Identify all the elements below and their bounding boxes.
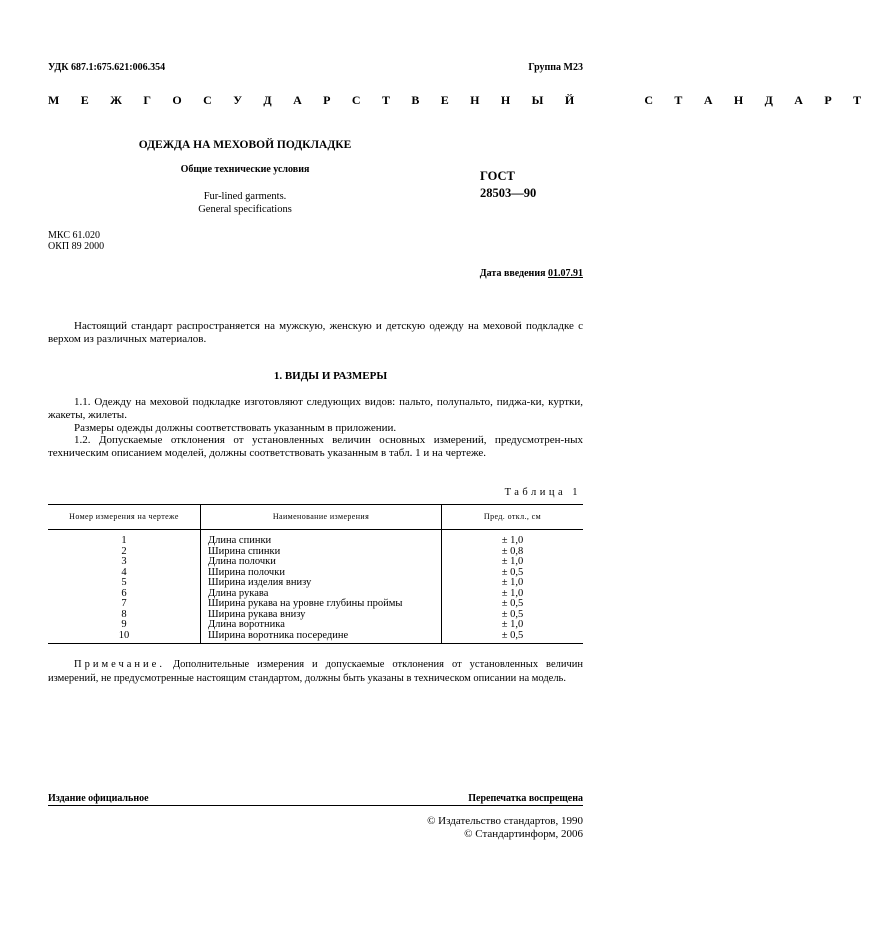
measurement-name-cell: Длина спинки	[201, 530, 442, 547]
table-header-row	[48, 505, 583, 530]
reprint-prohibited: Перепечатка воспрещена	[468, 793, 583, 804]
copyright-block	[427, 815, 583, 840]
measurement-name-cell: Ширина спинки	[201, 547, 442, 558]
table-row	[48, 530, 583, 547]
measurement-name-cell: Длина полочки	[201, 557, 442, 568]
effective-date-value: 01.07.91	[548, 268, 583, 279]
intro-text: Настоящий стандарт распространяется на мужскую, женскую и детскую одежду на меховой подкладке с верхом из различных материалов.	[48, 320, 583, 345]
english-title-line-2: General specifications	[198, 204, 292, 215]
deviation-cell: ± 1,0	[501, 587, 524, 599]
footer-divider	[48, 805, 583, 806]
intro-paragraph	[48, 320, 583, 345]
measurement-name-cell: Длина воротника	[201, 620, 442, 631]
note-text: Дополнительные измерения и допускаемые отклонения от установленных величин измерений, не предусмотренные настоящим стандартом, должны быть указаны в техническом описании на модель.	[48, 659, 583, 684]
table-note	[48, 658, 583, 686]
measurement-number-cell: 9	[48, 620, 201, 631]
standard-type-heading: М Е Ж Г О С У Д А Р С Т В Е Н Н Ы Й С Т А Н Д А Р Т	[48, 93, 870, 107]
deviation-cell: ± 0,5	[501, 608, 524, 620]
measurement-name-cell: Ширина воротника посередине	[201, 631, 442, 644]
table-row	[48, 631, 583, 644]
copyright-2006: © Стандартинформ, 2006	[464, 827, 583, 840]
measurement-name-cell: Длина рукава	[201, 589, 442, 600]
measurement-name-cell: Ширина рукава внизу	[201, 610, 442, 621]
english-title-line-1: Fur-lined garments.	[203, 191, 287, 202]
deviation-cell: ± 0,5	[501, 598, 524, 609]
group-code: Группа М23	[528, 62, 583, 73]
deviation-cell: ± 1,0	[501, 619, 524, 630]
measurement-number-cell: 3	[48, 557, 201, 568]
deviation-cell: ± 0,5	[501, 566, 524, 578]
gost-number: 28503—90	[480, 186, 537, 200]
table-row	[48, 557, 583, 568]
measurement-number-cell: 5	[48, 578, 201, 589]
measurement-number-cell: 6	[48, 589, 201, 600]
sizes-paragraph	[48, 422, 583, 435]
classification-codes	[48, 230, 104, 252]
effective-date	[480, 268, 583, 280]
table-row	[48, 620, 583, 631]
measurement-number-cell: 10	[48, 631, 201, 644]
clause-1-2-text: 1.2. Допускаемые отклонения от установленных величин основных измерений, предусмотрен-ных техническим описанием моделей, должны соответствовать указанным в табл. 1 и на чертеже.	[48, 434, 583, 459]
deviation-cell: ± 1,0	[501, 535, 524, 546]
note-label: Примечание.	[74, 659, 165, 670]
english-title	[0, 190, 490, 216]
measurement-name-cell: Ширина изделия внизу	[201, 578, 442, 589]
mks-code: МКС 61.020	[48, 230, 100, 241]
sizes-text: Размеры одежды должны соответствовать указанным в приложении.	[74, 422, 397, 434]
clause-1-2	[48, 434, 583, 459]
section-heading: 1. ВИДЫ И РАЗМЕРЫ	[273, 370, 388, 382]
table-label: Таблица 1	[504, 487, 581, 498]
document-title: ОДЕЖДА НА МЕХОВОЙ ПОДКЛАДКЕ	[138, 139, 352, 151]
deviation-table	[48, 504, 583, 644]
measurement-name-cell: Ширина рукава на уровне глубины проймы	[201, 599, 442, 610]
measurement-number-cell: 2	[48, 547, 201, 558]
measurement-number-cell: 7	[48, 599, 201, 610]
deviation-cell: ± 1,0	[501, 577, 524, 588]
official-edition: Издание официальное	[48, 793, 149, 804]
deviation-cell: ± 0,5	[442, 631, 584, 644]
clause-1-1	[48, 396, 583, 421]
measurement-number-cell: 4	[48, 568, 201, 579]
table-row	[48, 599, 583, 610]
document-subtitle: Общие технические условия	[180, 164, 310, 175]
deviation-cell: ± 1,0	[501, 556, 524, 567]
copyright-1990: © Издательство стандартов, 1990	[427, 815, 583, 827]
measurement-number-cell: 1	[48, 530, 201, 547]
effective-date-label: Дата введения	[479, 268, 546, 279]
okp-code: ОКП 89 2000	[48, 241, 105, 252]
udk-code: УДК 687.1:675.621:006.354	[48, 62, 166, 73]
clause-1-1-text: 1.1. Одежду на меховой подкладке изготовляют следующих видов: пальто, полупальто, пиджа-ки, куртки, жакеты, жилеты.	[48, 396, 583, 421]
table-row	[48, 578, 583, 589]
measurement-name-cell: Ширина полочки	[201, 568, 442, 579]
header-measurement-number: Номер измерения на чертеже	[48, 505, 201, 530]
header-measurement-name: Наименование измерения	[201, 505, 442, 530]
gost-designation	[480, 168, 536, 202]
deviation-cell: ± 0,8	[501, 545, 524, 557]
header-deviation: Пред. откл., см	[442, 505, 584, 530]
measurement-number-cell: 8	[48, 610, 201, 621]
gost-label: ГОСТ	[480, 169, 515, 183]
table-body	[48, 530, 583, 644]
